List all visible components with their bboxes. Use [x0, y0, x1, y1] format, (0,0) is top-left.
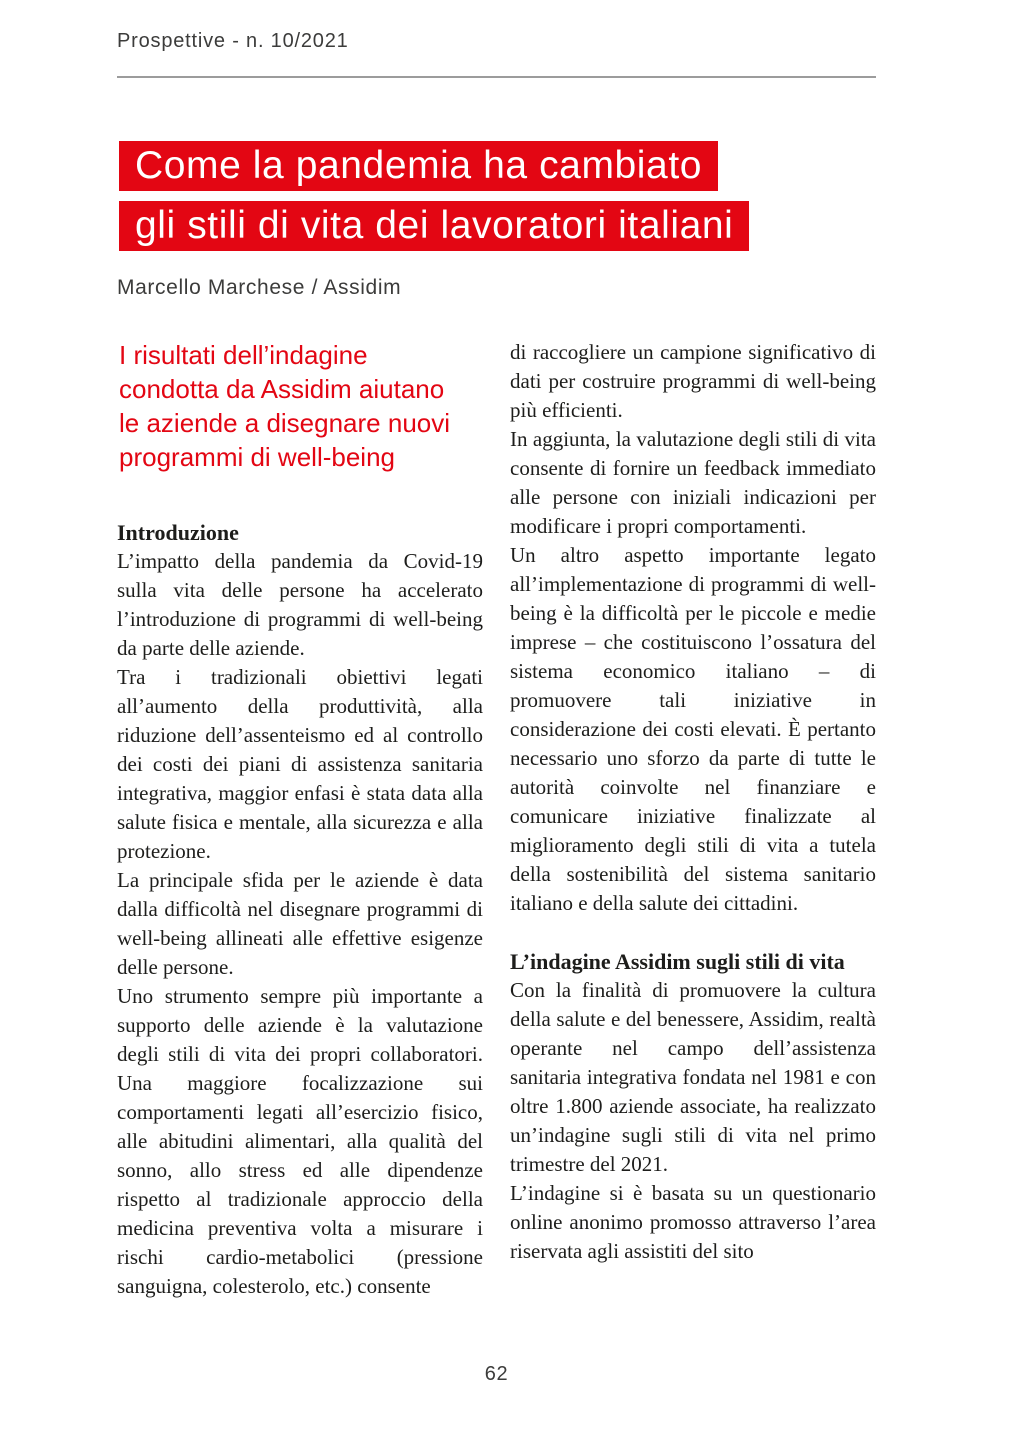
lead-line: le aziende a disegnare nuovi — [119, 408, 451, 438]
lead-line: programmi di well-being — [119, 442, 395, 472]
lead-line: I risultati dell’indagine — [119, 340, 368, 370]
section-heading-introduzione: Introduzione — [117, 520, 239, 545]
body-paragraph: In aggiunta, la valutazione degli stili di vita consente di fornire un feedback immediato alle persone con iniziali indicazioni per modificare i propri comportamenti. — [510, 427, 876, 538]
body-paragraph: Uno strumento sempre più importante a supporto delle aziende è la valutazione degli stili di vita dei propri collaboratori. Una maggiore focalizzazione sui comportamenti legati all’esercizio fisico, alle abitudini alimentari, alla qualità del sonno, allo stress ed alle dipendenze rispetto al tradizionale approccio della medicina preventiva volta a misurare i rischi cardio-metabolici (pressione sanguigna, colesterolo, etc.) consente — [117, 984, 483, 1298]
body-paragraph: di raccogliere un campione significativo di dati per costruire programmi di well-being più efficienti. — [510, 340, 876, 422]
column-right — [510, 338, 876, 1266]
body-paragraph: Con la finalità di promuovere la cultura della salute e del benessere, Assidim, realtà operante nel campo dell’assistenza sanitaria integrativa fondata nel 1981 e con oltre 1.800 aziende associate, ha realizzato un’indagine sugli stili di vita nel primo trimestre del 2021. — [510, 978, 876, 1176]
article-title — [119, 141, 749, 261]
section-heading-indagine: L’indagine Assidim sugli stili di vita — [510, 949, 845, 974]
body-paragraph: La principale sfida per le aziende è data dalla difficoltà nel disegnare programmi di well-being allineati alle effettive esigenze delle persone. — [117, 868, 483, 979]
column-left — [117, 338, 483, 1301]
lead-line: condotta da Assidim aiutano — [119, 374, 445, 404]
body-paragraph: Tra i tradizionali obiettivi legati all’aumento della produttività, alla riduzione dell’assenteismo ed al controllo dei costi dei piani di assistenza sanitaria integrativa, maggior enfasi è stata data alla salute fisica e mentale, alla sicurezza e alla protezione. — [117, 665, 483, 863]
article-title-line-1: Come la pandemia ha cambiato — [119, 141, 718, 191]
article-title-line-2: gli stili di vita dei lavoratori italiani — [119, 201, 749, 251]
lead-paragraph — [119, 338, 483, 474]
body-paragraph: L’indagine si è basata su un questionario online anonimo promosso attraverso l’area riservata agli assistiti del sito — [510, 1181, 876, 1263]
header-divider — [117, 76, 876, 78]
masthead: Prospettive - n. 10/2021 — [117, 30, 349, 52]
byline: Marcello Marchese / Assidim — [117, 276, 402, 299]
body-paragraph: L’impatto della pandemia da Covid-19 sulla vita delle persone ha accelerato l’introduzione di programmi di well-being da parte delle aziende. — [117, 549, 483, 660]
body-paragraph: Un altro aspetto importante legato all’implementazione di programmi di well-being è la difficoltà per le piccole e medie imprese – che costituiscono l’ossatura del sistema economico italiano – di promuovere tali iniziative in considerazione dei costi elevati. È pertanto necessario uno sforzo da parte di tutte le autorità coinvolte nel finanziare e comunicare iniziative finalizzate al miglioramento degli stili di vita a tutela della sostenibilità del sistema sanitario italiano e della salute dei cittadini. — [510, 543, 876, 915]
page-number: 62 — [484, 1363, 509, 1385]
